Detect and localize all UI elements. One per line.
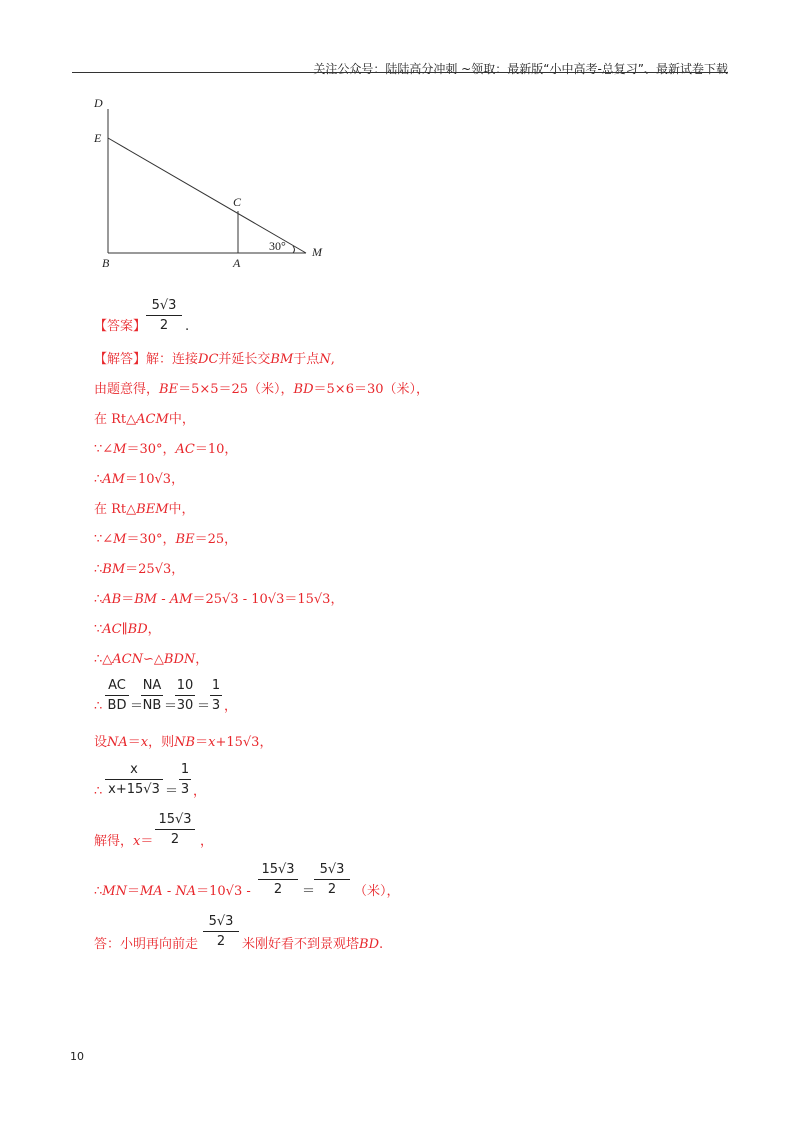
geometry-figure — [88, 95, 338, 270]
fraction-5root3-2: 5√3 2 — [314, 862, 350, 898]
solution-line-9: ∴AB＝BM - AM＝25√3 - 10√3＝15√3， — [94, 592, 344, 607]
label-e: E — [94, 131, 102, 145]
solution-line-1: 【解答】解：连接DC并延长交BM于点N, — [94, 352, 335, 367]
solution-line-10: ∵AC∥BD， — [94, 622, 161, 637]
unit-meters: （米）， — [354, 884, 400, 899]
fraction-ac-bd: AC BD — [105, 678, 129, 714]
solution-line-16: ∴MN＝MA - NA＝10√3 - — [94, 884, 251, 899]
solution-line-15: 解得，x＝ — [94, 834, 154, 849]
label-b: B — [102, 256, 110, 270]
fraction-10-30: 10 30 — [176, 678, 194, 713]
page-number: 10 — [70, 1050, 84, 1063]
solution-line-13: 设NA＝x，则NB＝x+15√3， — [94, 735, 273, 750]
equals-sign: ＝ — [302, 884, 316, 899]
answer-line — [94, 319, 146, 335]
equals-sign: ＝ — [130, 699, 144, 714]
answer-fraction: 5√3 2 — [146, 298, 182, 334]
fraction-x-over-x-plus: x x+15√3 — [105, 762, 163, 798]
solution-line-5: ∴AM＝10√3， — [94, 472, 185, 487]
fraction-5root3-2-final: 5√3 2 — [203, 914, 239, 950]
label-c: C — [233, 195, 242, 209]
label-m: M — [312, 245, 322, 259]
comma: ， — [193, 784, 207, 799]
segment-em — [108, 138, 306, 253]
solution-line-8: ∴BM＝25√3， — [94, 562, 185, 577]
solution-line-2: 由题意得，BE＝5×5＝25（米），BD＝5×6＝30（米）， — [94, 382, 430, 397]
solution-line-17: 答：小明再向前走 — [94, 937, 199, 952]
solution-line-3: 在 Rt△ACM中， — [94, 412, 195, 427]
fraction-1-3-b: 1 3 — [180, 762, 190, 797]
equals-sign: ＝ — [165, 784, 179, 799]
comma: ， — [200, 834, 214, 849]
solution-line-14: ∴ — [94, 784, 103, 799]
equals-sign: ＝ — [164, 699, 178, 714]
solution-line-6: 在 Rt△BEM中， — [94, 502, 195, 517]
angle-label: 30° — [269, 239, 286, 253]
solution-line-17-tail: 米刚好看不到景观塔BD. — [242, 937, 384, 952]
solution-line-7: ∵∠M＝30°，BE＝25， — [94, 532, 238, 547]
equals-sign: ＝ — [197, 699, 211, 714]
page-header: 关注公众号：陆陆高分冲刺 ~领取：最新版“小中高考-总复习”、最新试卷下载 — [313, 62, 728, 76]
solution-line-4: ∵∠M＝30°，AC＝10， — [94, 442, 238, 457]
label-d: D — [94, 96, 103, 110]
answer-label: 【答案】 — [94, 319, 147, 334]
comma: ， — [224, 699, 238, 714]
header-divider — [72, 72, 728, 73]
solution-line-12: ∴ — [94, 699, 103, 714]
fraction-1-3: 1 3 — [211, 678, 221, 713]
angle-arc — [293, 246, 295, 253]
label-a: A — [233, 256, 241, 270]
fraction-15root3-2: 15√3 2 — [155, 812, 195, 848]
answer-tail: . — [185, 319, 190, 334]
solution-line-11: ∴△ACN∽△BDN， — [94, 652, 209, 667]
fraction-na-nb: NA NB — [142, 678, 162, 713]
fraction-15root3-2-b: 15√3 2 — [258, 862, 298, 898]
